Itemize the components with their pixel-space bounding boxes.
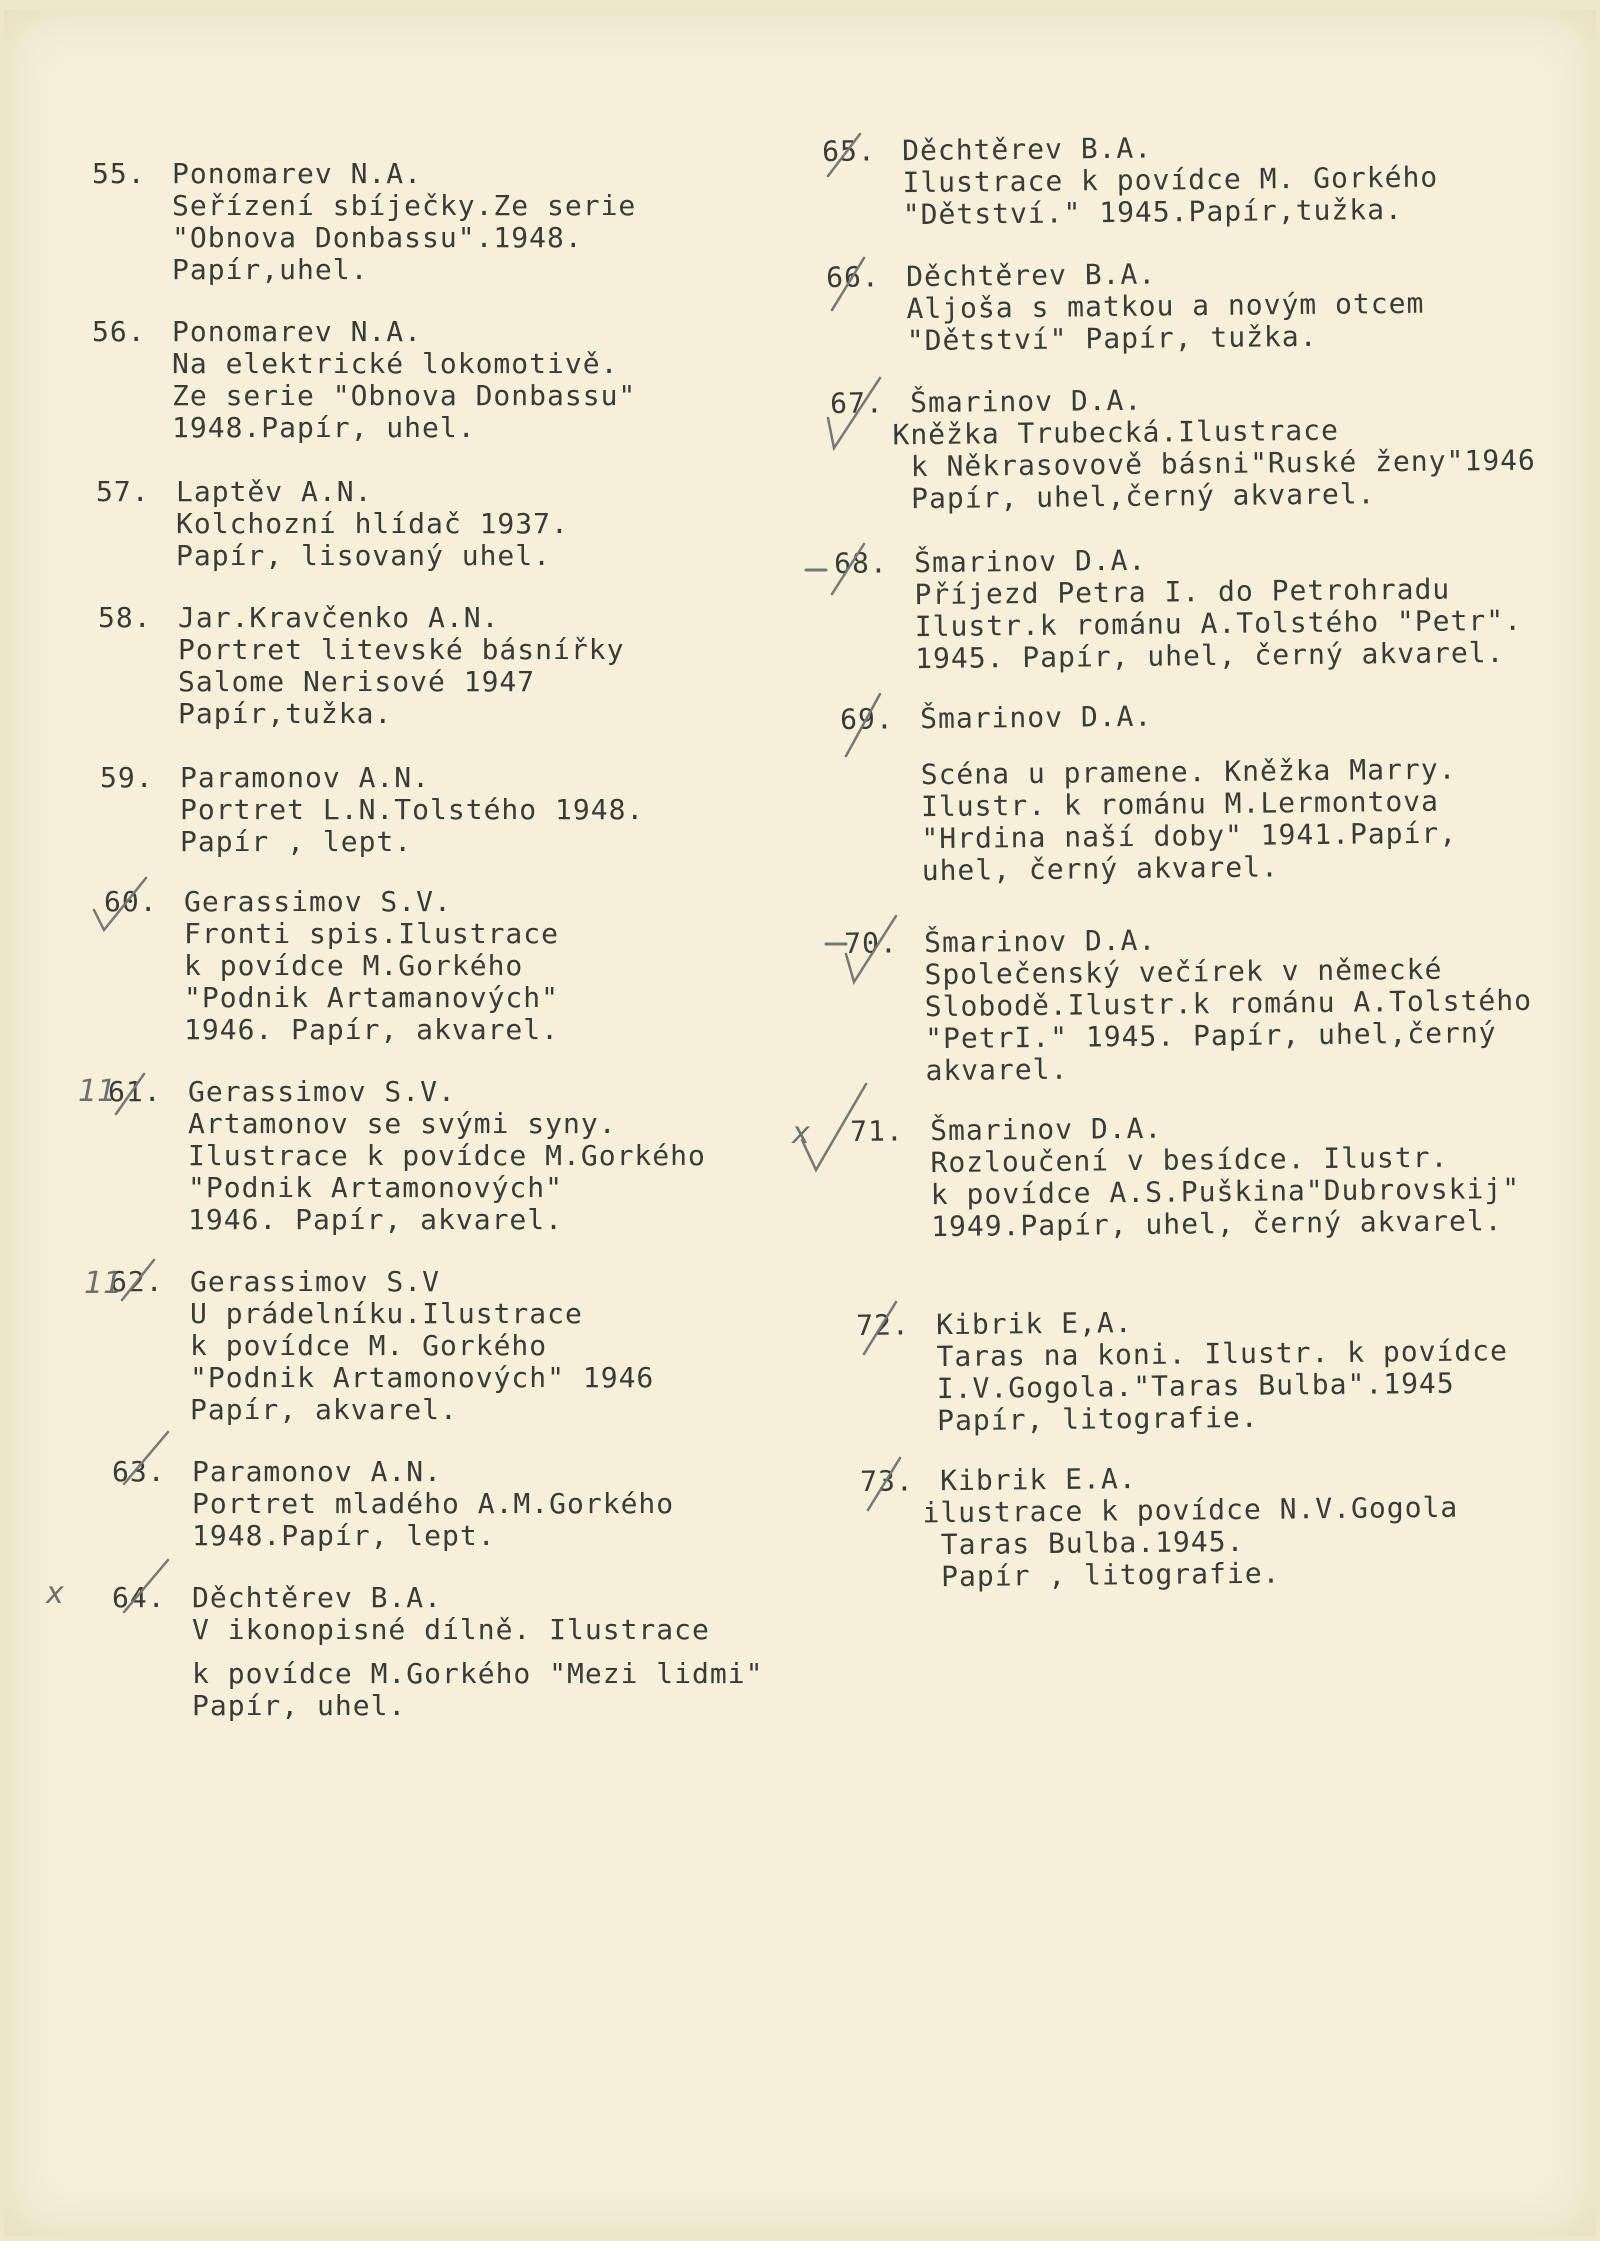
entry-line: V ikonopisné dílně. Ilustrace xyxy=(192,1613,710,1646)
entry-line: Papír , litografie. xyxy=(940,1556,1281,1594)
entry-text xyxy=(172,158,636,286)
entry-line: "Podnik Artamonových" xyxy=(188,1171,564,1204)
entry-text xyxy=(188,1076,706,1236)
entry-line: Paramonov A.N. xyxy=(192,1455,443,1488)
entry-line: 1948.Papír, uhel. xyxy=(172,411,476,444)
entry-line: 1945. Papír, uhel, černý akvarel. xyxy=(914,635,1505,676)
entry-line: U prádelníku.Ilustrace xyxy=(190,1297,583,1330)
entry-line: Aljoša s matkou a novým otcem xyxy=(906,286,1425,326)
entry-number: 71. xyxy=(849,1114,904,1148)
entry-text xyxy=(906,256,1425,357)
entry-text xyxy=(178,602,624,730)
entry-line: Ponomarev N.A. xyxy=(172,315,423,348)
entry-line: Taras Bulba.1945. xyxy=(940,1524,1245,1562)
entry-text xyxy=(172,316,636,444)
entry-line: Taras na koni. Ilustr. k povídce xyxy=(936,1334,1509,1374)
entry-number: 56. xyxy=(92,315,146,348)
entry-line: "Obnova Donbassu".1948. xyxy=(172,221,583,254)
entry-number: 59. xyxy=(100,761,154,794)
entry-text xyxy=(902,130,1439,232)
entry-text xyxy=(180,762,644,858)
entry-line: 1948.Papír, lept. xyxy=(192,1519,496,1552)
entry-line: Ilustrace k povídce M. Gorkého xyxy=(902,160,1439,200)
entry-line: "PetrI." 1945. Papír, uhel,černý xyxy=(924,1016,1497,1056)
entry-number: 63. xyxy=(112,1455,166,1488)
entry-line: Děchtěrev B.A. xyxy=(905,257,1157,294)
entry-text xyxy=(176,476,569,572)
entry-text xyxy=(924,921,1533,1087)
entry-line: Jar.Kravčenko A.N. xyxy=(178,601,500,634)
entry-line: Rozloučení v besídce. Ilustr. xyxy=(930,1140,1449,1180)
entry-text xyxy=(892,381,1536,516)
entry-line: k povídce M.Gorkého xyxy=(184,949,524,982)
entry-line: Salome Nerisové 1947 xyxy=(178,665,536,698)
entry-line: Děchtěrev B.A. xyxy=(192,1581,443,1614)
pencil-strike-icon xyxy=(804,540,884,600)
entry-line: Děchtěrev B.A. xyxy=(901,131,1153,168)
entry-line: Gerassimov S.V. xyxy=(184,885,452,918)
entry-line: 1946. Papír, akvarel. xyxy=(184,1013,560,1046)
pencil-slash-icon xyxy=(820,130,870,180)
entry-line: k povídce M. Gorkého xyxy=(190,1329,548,1362)
margin-mark: x xyxy=(792,1116,810,1151)
entry-number: 64. xyxy=(112,1581,166,1614)
entry-line: Šmarinov D.A. xyxy=(919,699,1153,736)
entry-text xyxy=(936,1303,1509,1437)
pencil-slash-icon xyxy=(860,1454,910,1514)
entry-text xyxy=(920,698,1458,888)
entry-line: Kněžka Trubecká.Ilustrace xyxy=(892,413,1340,452)
entry-line: Portret litevské básnířky xyxy=(178,633,625,666)
entry-line: Gerassimov S.V. xyxy=(188,1075,456,1108)
pencil-slash-icon xyxy=(108,1068,158,1118)
entry-number: 58. xyxy=(98,601,152,634)
pencil-checkmark-icon xyxy=(788,1078,878,1178)
entry-line: Fronti spis.Ilustrace xyxy=(184,917,560,950)
entry-line: Papír, litografie. xyxy=(936,1400,1259,1438)
entry-number: 66. xyxy=(825,260,880,294)
entry-text xyxy=(914,541,1522,675)
entry-number: 67. xyxy=(829,386,884,420)
entry-line: Papír, lisovaný uhel. xyxy=(176,539,552,572)
entry-number: 62. xyxy=(110,1265,164,1298)
entry-line: Gerassimov S.V xyxy=(190,1265,441,1298)
entry-line: Papír, uhel. xyxy=(192,1689,407,1722)
entry-line: Papír, akvarel. xyxy=(190,1393,458,1426)
entry-number: 70. xyxy=(843,926,898,960)
entry-line: "Podnik Artamonových" 1946 xyxy=(190,1361,655,1394)
pencil-slash-icon xyxy=(116,1428,176,1488)
entry-number: 57. xyxy=(96,475,150,508)
entry-line: uhel, černý akvarel. xyxy=(921,850,1280,888)
pencil-checkmark-icon xyxy=(824,910,904,990)
entry-line: Ilustr.k románu A.Tolstého "Petr". xyxy=(914,603,1523,644)
entry-line: Ponomarev N.A. xyxy=(172,157,423,190)
entry-number: 60. xyxy=(104,885,158,918)
pencil-slash-icon xyxy=(840,690,890,760)
entry-line: Ilustrace k povídce M.Gorkého xyxy=(188,1139,706,1172)
entry-text xyxy=(190,1266,654,1426)
entry-line: Kibrik E,A. xyxy=(935,1306,1133,1342)
entry-line: Portret L.N.Tolstého 1948. xyxy=(180,793,645,826)
entry-line: Společenský večírek v německé xyxy=(924,952,1443,992)
entry-number: 69. xyxy=(839,702,894,736)
entry-line: Šmarinov D.A. xyxy=(913,543,1147,580)
pencil-slash-icon xyxy=(856,1298,906,1358)
entry-line: Příjezd Petra I. do Petrohradu xyxy=(914,572,1451,612)
entry-line: Ilustr. k románu M.Lermontova xyxy=(920,784,1440,824)
entry-line: k povídce M.Gorkého "Mezi lidmi" xyxy=(192,1657,764,1690)
entry-line: Šmarinov D.A. xyxy=(909,383,1143,420)
entry-line: Papír , lept. xyxy=(180,825,413,858)
entry-text xyxy=(184,886,559,1046)
margin-mark: x xyxy=(46,1576,64,1611)
pencil-checkmark-icon xyxy=(88,872,168,942)
pencil-slash-icon xyxy=(824,254,874,314)
entry-line: "Hrdina naší doby" 1941.Papír, xyxy=(921,816,1458,856)
pencil-slash-icon xyxy=(116,1556,176,1616)
entry-line: Kolchozní hlídač 1937. xyxy=(176,507,569,540)
entry-line: Portret mladého A.M.Gorkého xyxy=(192,1487,675,1520)
entry-line: akvarel. xyxy=(925,1052,1069,1088)
margin-mark: 11 xyxy=(78,1074,117,1109)
entry-line: Papír,uhel. xyxy=(172,253,369,286)
entry-number: 73. xyxy=(859,1464,914,1498)
entry-number: 55. xyxy=(92,157,146,190)
entry-line: Ze serie "Obnova Donbassu" xyxy=(172,379,637,412)
entry-text xyxy=(922,1460,1459,1594)
document-page xyxy=(4,10,1596,2236)
entry-line: Slobodě.Ilustr.k románu A.Tolstého xyxy=(924,983,1533,1024)
entry-text xyxy=(192,1582,763,1722)
entry-line: "Podnik Artamanových" xyxy=(184,981,560,1014)
entry-line: Laptěv A.N. xyxy=(176,475,373,508)
entry-line: Šmarinov D.A. xyxy=(923,923,1157,960)
entry-line: Seřízení sbíječky.Ze serie xyxy=(172,189,637,222)
entry-line: "Dětství." 1945.Papír,tužka. xyxy=(902,192,1403,232)
margin-mark: 11 xyxy=(84,1266,123,1301)
entry-number: 72. xyxy=(855,1308,910,1342)
entry-text xyxy=(930,1109,1521,1243)
pencil-slash-icon xyxy=(114,1254,164,1304)
entry-number: 65. xyxy=(821,134,876,168)
entry-line: Kibrik E.A. xyxy=(939,1462,1137,1498)
entry-number: 61. xyxy=(108,1075,162,1108)
pencil-checkmark-icon xyxy=(822,374,892,454)
entry-line: Paramonov A.N. xyxy=(180,761,431,794)
entry-line: I.V.Gogola."Taras Bulba".1945 xyxy=(936,1366,1455,1406)
entry-line: Šmarinov D.A. xyxy=(929,1111,1163,1148)
entry-line: Papír,tužka. xyxy=(178,697,393,730)
entry-line: "Dětství" Papír, tužka. xyxy=(906,319,1318,358)
entry-line: 1949.Papír, uhel, černý akvarel. xyxy=(930,1204,1503,1244)
entry-line: Scéna u pramene. Kněžka Marry. xyxy=(920,752,1457,792)
entry-number: 68. xyxy=(833,546,888,580)
entry-text xyxy=(192,1456,674,1552)
entry-line: Papír, uhel,černý akvarel. xyxy=(910,477,1376,516)
entry-line: Artamonov se svými syny. xyxy=(188,1107,617,1140)
entry-line: k povídce A.S.Puškina"Dubrovskij" xyxy=(930,1171,1521,1212)
entry-line: ilustrace k povídce N.V.Gogola xyxy=(922,1490,1459,1530)
entry-line: k Někrasovově básni"Ruské ženy"1946 xyxy=(910,443,1536,484)
entry-line: Na elektrické lokomotivě. xyxy=(172,347,619,380)
entry-line: 1946. Papír, akvarel. xyxy=(188,1203,564,1236)
